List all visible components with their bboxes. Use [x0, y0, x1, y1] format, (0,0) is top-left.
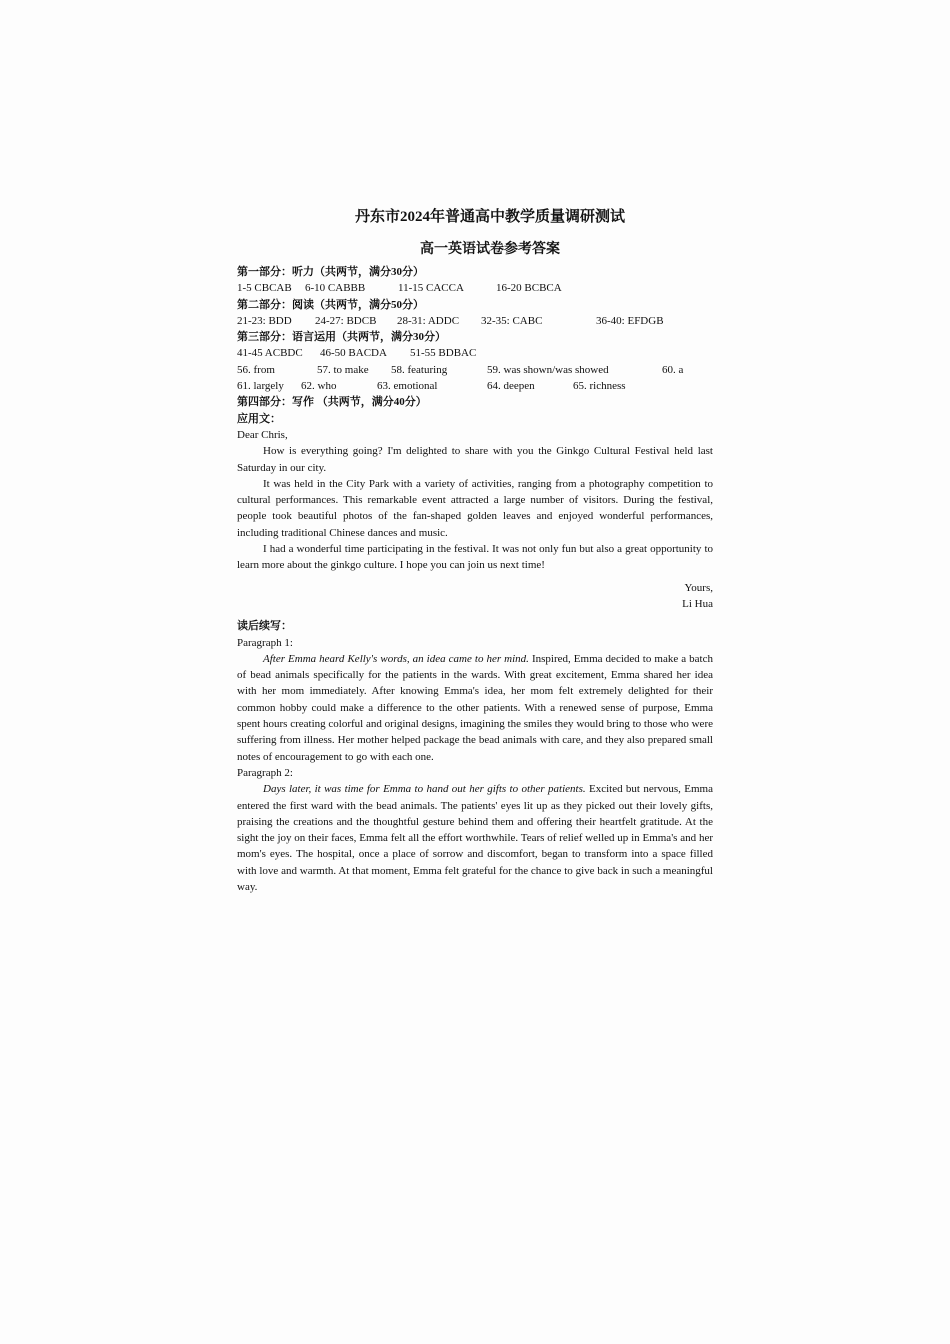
answer-group: 6-10 CABBB: [305, 282, 366, 295]
part2-answers: [237, 313, 713, 329]
letter-paragraph: It was held in the City Park with a variety of activities, ranging from a photography competition to cultural performances. This remarkable event attracted a large number of visitors. During the festival, people took beautiful photos of the fan-shaped golden leaves and enjoyed wonderful performances, including traditional Chinese dances and music.: [237, 477, 713, 539]
answer-group: 1-5 CBCAB: [237, 282, 292, 295]
paragraph2-label: Paragraph 2:: [237, 766, 293, 779]
answer-group: 21-23: BDD: [237, 314, 292, 327]
application-label: 应用文：: [237, 412, 281, 425]
answer-item: 57. to make: [317, 363, 369, 376]
paragraph1-label: Paragraph 1:: [237, 636, 293, 649]
answer-item: 65. richness: [573, 380, 626, 393]
answer-group: 28-31: ADDC: [397, 314, 460, 327]
answer-group: 51-55 BDBAC: [410, 347, 477, 360]
part3-answers-row3: [237, 378, 713, 394]
answer-group: 41-45 ACBDC: [237, 347, 303, 360]
letter-paragraph: I had a wonderful time participating in the festival. It was not only fun but also a great opportunity to learn more about the ginkgo culture. I hope you can join us next time!: [237, 543, 713, 572]
part3-heading: 第三部分：语言运用（共两节，满分30分）: [237, 331, 446, 344]
answer-group: 24-27: BDCB: [315, 314, 377, 327]
letter-paragraph: How is everything going? I'm delighted to share with you the Ginkgo Cultural Festival held last Saturday in our city.: [237, 445, 713, 474]
answer-item: 59. was shown/was showed: [487, 363, 609, 376]
answer-group: 36-40: EFDGB: [596, 314, 664, 327]
answer-group: 11-15 CACCA: [398, 282, 464, 295]
part2-heading: 第二部分：阅读（共两节，满分50分）: [237, 298, 424, 311]
continuation-paragraph-2: [237, 781, 713, 895]
part3-answers-row2: [237, 362, 713, 378]
letter-closing: Yours,: [684, 581, 713, 594]
answer-item: 62. who: [301, 380, 337, 393]
document-subtitle: 高一英语试卷参考答案: [420, 242, 560, 257]
part3-answers-row1: [237, 345, 713, 361]
letter-salutation: Dear Chris,: [237, 428, 288, 441]
paragraph1-body: Inspired, Emma decided to make a batch of bead animals specifically for the patients in the wards. With great excitement, Emma shared her idea with her mom immediately. After knowing Emma's idea, her mom felt extremely delighted for their common hobby could make a difference to the other patients. With a renewed sense of purpose, Emma spent hours creating colorful and original designs, imagining the smiles they would bring to those who were suffering from illness. Her mother helped package the bead animals with care, and they also prepared small notes of encouragement to go with each one.: [237, 652, 713, 763]
answer-item: 63. emotional: [377, 380, 438, 393]
document-content: [237, 206, 713, 895]
part1-heading: 第一部分：听力（共两节，满分30分）: [237, 266, 424, 278]
answer-item: 60. a: [662, 363, 684, 376]
answer-group: 32-35: CABC: [481, 314, 543, 327]
answer-group: 46-50 BACDA: [320, 347, 387, 360]
answer-group: 16-20 BCBCA: [496, 282, 562, 295]
letter-signature: Li Hua: [682, 597, 713, 610]
answer-item: 61. largely: [237, 380, 284, 393]
continuation-paragraph-1: [237, 651, 713, 765]
answer-item: 58. featuring: [391, 363, 448, 376]
paragraph2-body: Excited but nervous, Emma entered the first ward with the bead animals. The patients' eyes lit up as they picked out their lovely gifts, praising the creations and the thoughtful gesture behind them and offering their heartfelt gratitude. At the sight the joy on their faces, Emma felt all the effort worthwhile. Tears of relief welled up in Emma's and her mom's eyes. The hospital, once a place of sorrow and discomfort, began to transform into a space filled with love and warmth. At that moment, Emma felt grateful for the chance to give back in such a meaningful way.: [237, 783, 713, 893]
paragraph1-lead: After Emma heard Kelly's words, an idea came to her mind.: [263, 652, 529, 665]
document-title: 丹东市2024年普通高中教学质量调研测试: [354, 209, 625, 225]
part4-heading: 第四部分：写作 （共两节，满分40分）: [237, 396, 427, 409]
answer-item: 64. deepen: [487, 380, 535, 393]
paragraph2-lead: Days later, it was time for Emma to hand out her gifts to other patients.: [263, 783, 586, 796]
continuation-label: 读后续写：: [237, 620, 292, 633]
part1-answers: [237, 280, 713, 296]
answer-item: 56. from: [237, 363, 275, 376]
